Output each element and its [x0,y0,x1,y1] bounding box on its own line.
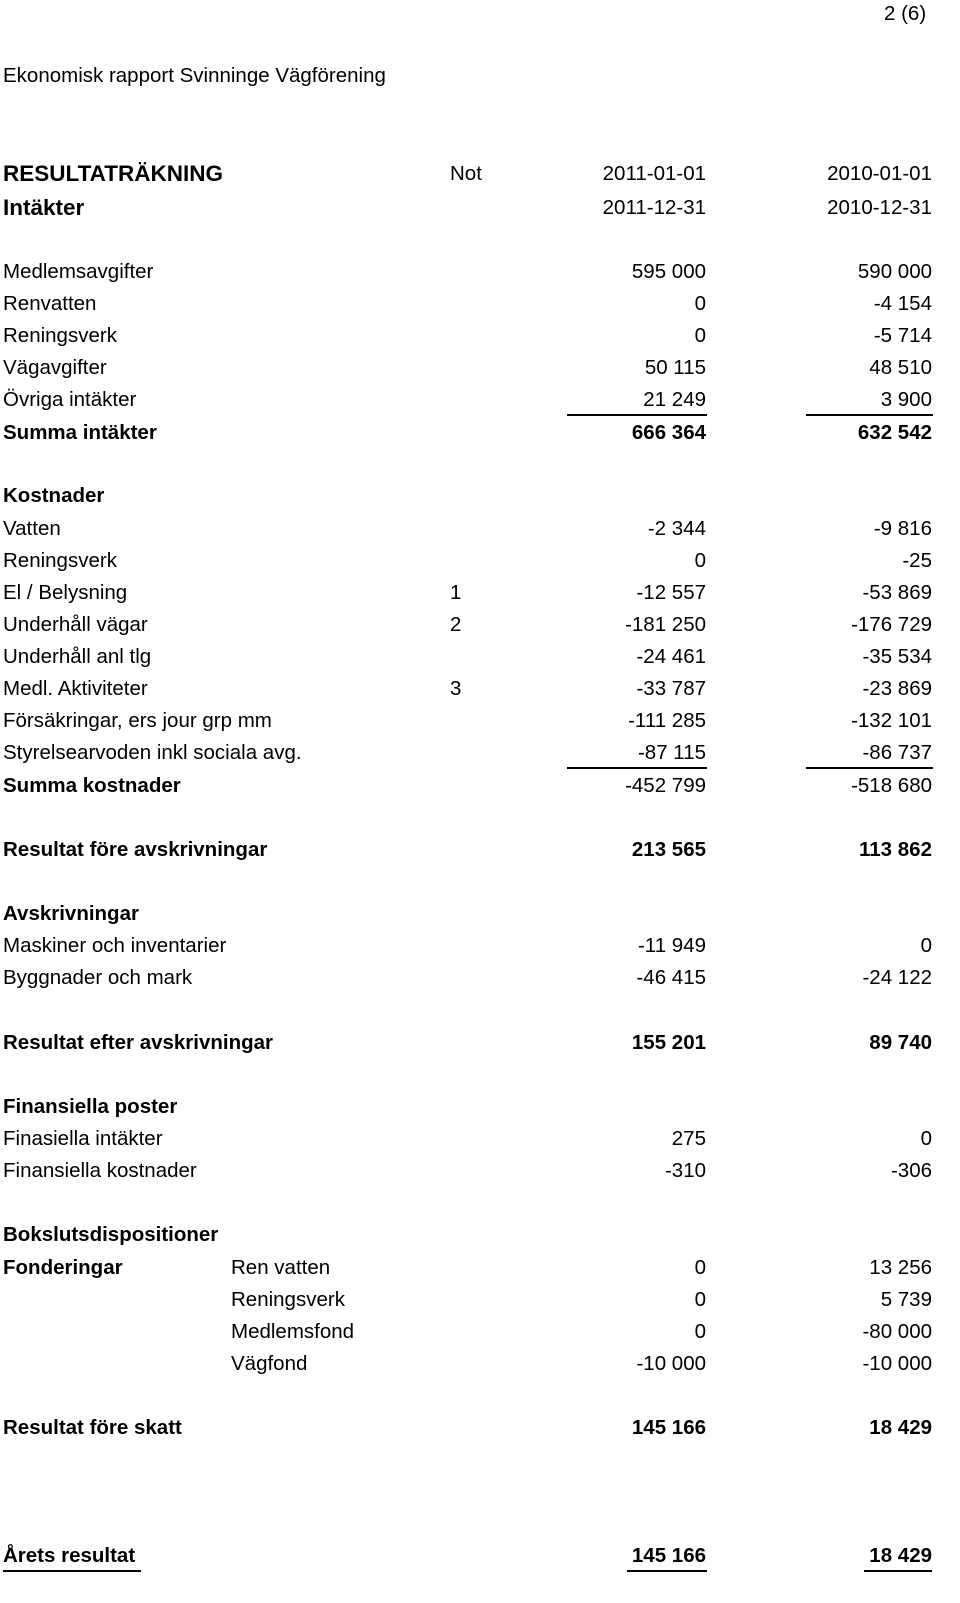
row-label: Finansiella poster [3,1095,178,1118]
row-value-2010: 113 862 [859,838,932,861]
row-value-2010: 3 900 [880,388,932,411]
row-arets-resultat [0,1542,960,1570]
row-resultat-fore-skatt [0,1414,960,1442]
row-sublabel: Vägfond [231,1352,308,1375]
row-label: Försäkringar, ers jour grp mm [3,709,272,732]
row-value-2010: -86 737 [862,741,932,764]
row-value-2011: 145 166 [631,1416,706,1439]
row-value-2010: -5 714 [873,324,932,347]
row-label: Summa intäkter [3,421,157,444]
row-value-2010: 13 256 [869,1256,932,1279]
note-column-header: Not [450,162,482,185]
section-heading-finansiella-poster [0,1093,960,1121]
sum-rule-2010 [806,414,933,416]
row-label: Resultat före avskrivningar [3,838,268,861]
row-fondering-reningsverk [0,1286,960,1314]
row-value-2011: -2 344 [647,517,706,540]
row-value-2010: -25 [902,549,932,572]
row-label: Reningsverk [3,324,117,347]
row-value-2011: 0 [694,1256,706,1279]
row-forsakringar [0,707,960,735]
row-value-2011: 0 [694,292,706,315]
row-value-2010: 590 000 [857,260,932,283]
row-value-2010: 18 429 [869,1544,932,1567]
row-label: El / Belysning [3,581,128,604]
row-finansiella-intakter [0,1125,960,1153]
row-sublabel: Reningsverk [231,1288,345,1311]
row-medl-aktiviteter [0,675,960,703]
row-value-2010: 5 739 [880,1288,932,1311]
row-label: Finasiella intäkter [3,1127,163,1150]
sum-rule-2011 [567,767,707,769]
period-2010-end: 2010-12-31 [827,196,932,219]
row-label: Medlemsavgifter [3,260,154,283]
row-value-2010: 0 [920,1127,932,1150]
row-value-2010: -176 729 [851,613,932,636]
period-2011-end: 2011-12-31 [602,196,706,219]
row-value-2011: 0 [694,324,706,347]
row-value-2010: -24 122 [862,966,932,989]
row-value-2011: 213 565 [631,838,706,861]
row-value-2010: 48 510 [869,356,932,379]
sum-rule-2010 [806,767,933,769]
row-value-2010: -10 000 [862,1352,932,1375]
row-label: Reningsverk [3,549,117,572]
row-value-2010: 632 542 [857,421,932,444]
row-label: Summa kostnader [3,774,181,797]
row-label: Årets resultat [3,1544,136,1567]
row-value-2010: -35 534 [862,645,932,668]
total-underline-2011 [627,1570,707,1572]
row-value-2011: -181 250 [625,613,706,636]
row-value-2011: -24 461 [636,645,706,668]
row-value-2010: 18 429 [869,1416,932,1439]
row-byggnader-mark [0,964,960,992]
row-label: Bokslutsdispositioner [3,1223,219,1246]
statement-header-row-2 [0,194,960,222]
row-finansiella-kostnader [0,1157,960,1185]
row-fondering-ren-vatten [0,1254,960,1282]
row-note: 2 [450,613,462,636]
row-label: Kostnader [3,484,105,507]
row-value-2010: -132 101 [851,709,932,732]
row-value-2011: -111 285 [628,709,706,732]
row-sublabel: Medlemsfond [231,1320,355,1343]
row-value-2011: -11 949 [637,934,706,957]
row-value-2010: 0 [920,934,932,957]
row-label: Underhåll vägar [3,613,148,636]
row-value-2011: -33 787 [636,677,706,700]
row-value-2011: 145 166 [631,1544,706,1567]
document-title: Ekonomisk rapport Svinninge Vägförening [3,64,386,87]
row-value-2010: -4 154 [873,292,932,315]
row-fondering-vagfond [0,1350,960,1378]
row-label: Resultat före skatt [3,1416,182,1439]
row-label: Avskrivningar [3,902,139,925]
row-sublabel: Ren vatten [231,1256,331,1279]
row-value-2011: 666 364 [631,421,706,444]
section-heading-intakter: Intäkter [3,195,85,220]
row-label: Resultat efter avskrivningar [3,1031,274,1054]
section-heading-kostnader [0,482,960,510]
row-reningsverk-kostnad [0,547,960,575]
page-number: 2 (6) [884,2,927,25]
row-value-2010: -9 816 [873,517,932,540]
row-value-2011: 21 249 [643,388,706,411]
row-value-2010: -306 [890,1159,932,1182]
row-label: Styrelsearvoden inkl sociala avg. [3,741,302,764]
row-value-2011: 50 115 [644,356,706,379]
row-vagavgifter [0,354,960,382]
row-summa-kostnader [0,772,960,800]
row-value-2010: -23 869 [862,677,932,700]
row-ovriga-intakter [0,386,960,414]
total-underline-2010 [864,1570,932,1572]
section-heading-avskrivningar [0,900,960,928]
row-label: Byggnader och mark [3,966,193,989]
row-medlemsavgifter [0,258,960,286]
sum-rule-2011 [567,414,707,416]
row-underhall-anl-tlg [0,643,960,671]
row-value-2011: -452 799 [625,774,706,797]
row-renvatten [0,290,960,318]
row-value-2011: -10 000 [636,1352,706,1375]
row-label: Finansiella kostnader [3,1159,197,1182]
row-label: Övriga intäkter [3,388,137,411]
total-underline-label [3,1570,141,1572]
row-value-2011: 0 [694,1288,706,1311]
row-label: Underhåll anl tlg [3,645,152,668]
row-vatten [0,515,960,543]
row-el-belysning [0,579,960,607]
row-value-2010: -518 680 [851,774,932,797]
section-heading-bokslutsdispositioner [0,1221,960,1249]
row-label: Medl. Aktiviteter [3,677,148,700]
row-value-2010: 89 740 [869,1031,932,1054]
period-2011-start: 2011-01-01 [602,162,706,185]
row-value-2011: -12 557 [636,581,706,604]
row-label: Vägavgifter [3,356,107,379]
row-value-2011: 155 201 [631,1031,706,1054]
row-value-2011: 275 [671,1127,706,1150]
row-value-2011: -87 115 [637,741,706,764]
row-value-2010: -80 000 [862,1320,932,1343]
statement-header-row [0,160,960,188]
row-note: 3 [450,677,462,700]
row-note: 1 [450,581,462,604]
row-label: Renvatten [3,292,97,315]
row-resultat-fore-avskrivningar [0,836,960,864]
row-underhall-vagar [0,611,960,639]
row-styrelsearvoden [0,739,960,767]
row-fondering-medlemsfond [0,1318,960,1346]
statement-title: RESULTATRÄKNING [3,161,223,186]
row-value-2010: -53 869 [862,581,932,604]
row-value-2011: 0 [694,1320,706,1343]
row-value-2011: -310 [664,1159,706,1182]
row-label: Maskiner och inventarier [3,934,227,957]
row-value-2011: -46 415 [636,966,706,989]
row-label: Fonderingar [3,1256,123,1279]
row-value-2011: 595 000 [631,260,706,283]
row-maskiner-inventarier [0,932,960,960]
row-reningsverk-intakt [0,322,960,350]
row-label: Vatten [3,517,61,540]
period-2010-start: 2010-01-01 [827,162,932,185]
row-value-2011: 0 [694,549,706,572]
row-summa-intakter [0,419,960,447]
row-resultat-efter-avskrivningar [0,1029,960,1057]
